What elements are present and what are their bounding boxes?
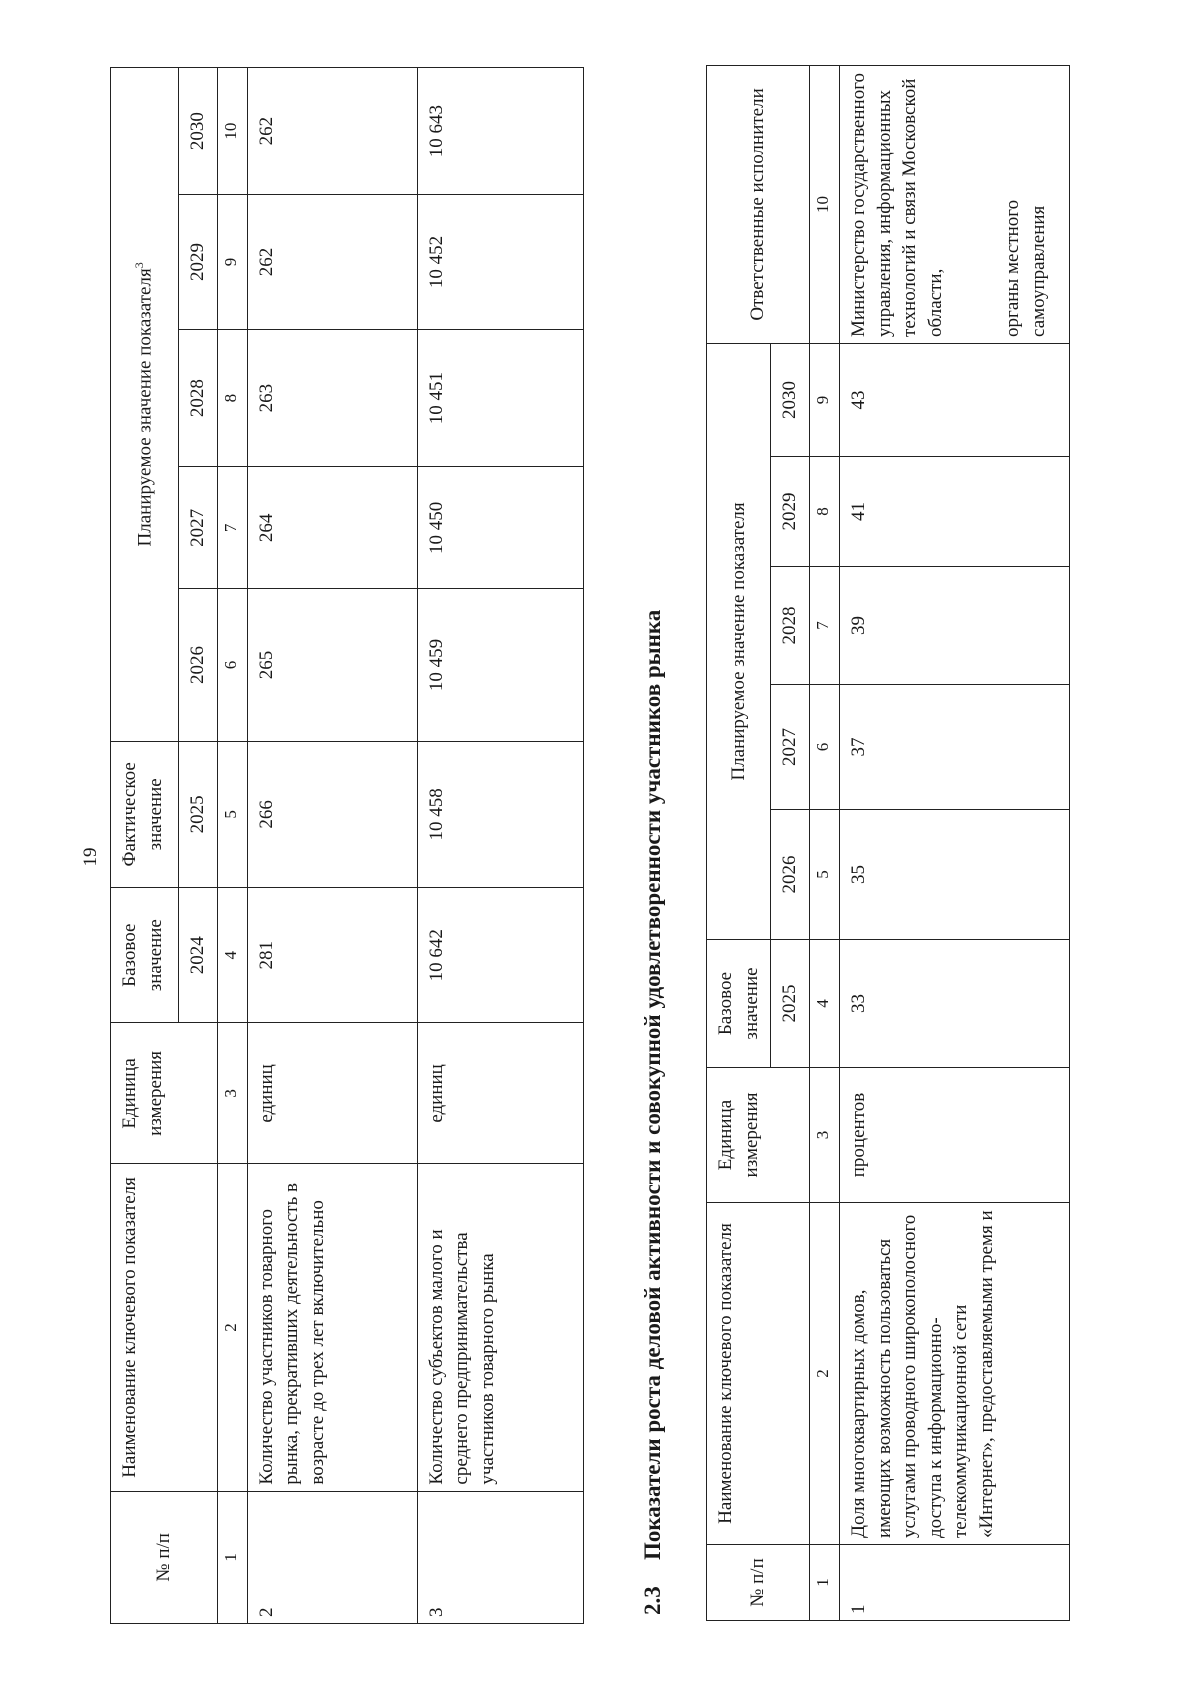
- row-responsible: [839, 65, 1069, 343]
- row-value: 10 458: [417, 741, 583, 887]
- row-unit: единиц: [417, 1023, 583, 1164]
- year-cell: 2030: [771, 343, 810, 456]
- row-name: Доля многоквартирных домов, имеющих возможность пользоваться услугами проводного широкополосного доступа к информационно-телекоммуникационной сети «Интернет», предоставляемыми тремя и: [839, 1203, 1069, 1545]
- row-value: 281: [247, 887, 417, 1023]
- header-name: Наименование ключевого показателя: [707, 1203, 810, 1545]
- column-number: 10: [809, 65, 839, 343]
- header-planned: Планируемое значение показателя$^3$: [111, 68, 179, 742]
- year-cell: 2028: [179, 329, 218, 467]
- section-title: Показатели роста деловой активности и совокупной удовлетворенности участников рынка: [640, 609, 665, 1560]
- row-value: 263: [247, 329, 417, 467]
- header-base: Базовое значение: [707, 940, 771, 1068]
- spacer: [948, 72, 1000, 337]
- year-cell: 2028: [771, 567, 810, 685]
- row-value: 10 451: [417, 329, 583, 467]
- indicators-table-1: [110, 67, 584, 1624]
- row-unit: процентов: [839, 1068, 1069, 1203]
- row-value: 35: [839, 810, 1069, 940]
- year-cell: 2026: [179, 589, 218, 742]
- column-number: 6: [217, 589, 247, 742]
- column-number: 6: [809, 685, 839, 810]
- table1-colnum-row: [217, 68, 247, 1624]
- table-row: [417, 68, 583, 1624]
- row-num: 2: [247, 1491, 417, 1623]
- column-number: 3: [217, 1023, 247, 1164]
- row-value: 10 642: [417, 887, 583, 1023]
- column-number: 7: [809, 567, 839, 685]
- row-value: 10 643: [417, 68, 583, 195]
- column-number: 1: [809, 1545, 839, 1621]
- header-planned: Планируемое значение показателя: [707, 343, 771, 939]
- table1-header-row: [111, 68, 179, 1624]
- year-cell: 2027: [179, 467, 218, 589]
- column-number: 7: [217, 467, 247, 589]
- row-num: 1: [839, 1545, 1069, 1621]
- header-actual: Фактическое значение: [111, 741, 179, 887]
- year-cell: 2029: [771, 457, 810, 567]
- row-value: 265: [247, 589, 417, 742]
- column-number: 8: [217, 329, 247, 467]
- row-name: Количество субъектов малого и среднего предпринимательства участников товарного рынка: [417, 1164, 583, 1491]
- year-cell: 2025: [179, 741, 218, 887]
- column-number: 5: [809, 810, 839, 940]
- row-num: 3: [417, 1491, 583, 1623]
- table-row: [839, 65, 1069, 1620]
- year-cell: 2026: [771, 810, 810, 940]
- row-value: 262: [247, 68, 417, 195]
- year-cell: 2030: [179, 68, 218, 195]
- row-value: 43: [839, 343, 1069, 456]
- column-number: 10: [217, 68, 247, 195]
- row-value: 33: [839, 940, 1069, 1068]
- column-number: 9: [809, 343, 839, 456]
- header-name: Наименование ключевого показателя: [111, 1164, 218, 1491]
- year-cell: 2029: [179, 195, 218, 330]
- section-number: 2.3: [640, 1586, 665, 1615]
- header-num: № п/п: [707, 1545, 810, 1621]
- responsible-local-gov: органы местного самоуправления: [1002, 199, 1050, 337]
- table2-header-row: [707, 65, 771, 1620]
- column-number: 3: [809, 1068, 839, 1203]
- column-number: 2: [217, 1164, 247, 1491]
- table2-colnum-row: [809, 65, 839, 1620]
- indicators-table-2: [706, 65, 1070, 1621]
- year-cell: 2027: [771, 685, 810, 810]
- column-number: 4: [217, 887, 247, 1023]
- row-value: 262: [247, 195, 417, 330]
- column-number: 8: [809, 457, 839, 567]
- page-number: 19: [80, 847, 101, 867]
- row-value: 10 459: [417, 589, 583, 742]
- header-base: Базовое значение: [111, 887, 179, 1023]
- column-number: 5: [217, 741, 247, 887]
- row-value: 10 450: [417, 467, 583, 589]
- row-value: 10 452: [417, 195, 583, 330]
- column-number: 9: [217, 195, 247, 330]
- column-number: 1: [217, 1491, 247, 1623]
- row-value: 39: [839, 567, 1069, 685]
- column-number: 4: [809, 940, 839, 1068]
- row-value: 41: [839, 457, 1069, 567]
- header-unit: Единица измерения: [707, 1068, 810, 1203]
- row-value: 37: [839, 685, 1069, 810]
- row-unit: единиц: [247, 1023, 417, 1164]
- row-value: 266: [247, 741, 417, 887]
- header-num: № п/п: [111, 1491, 218, 1623]
- column-number: 2: [809, 1203, 839, 1545]
- responsible-ministry: Министерство государственного управления, информационных технологий и связи Московской области,: [847, 72, 946, 337]
- year-cell: 2024: [179, 887, 218, 1023]
- header-responsible: Ответственные исполнители: [707, 65, 810, 343]
- section-heading: [640, 610, 666, 1615]
- row-name: Количество участников товарного рынка, прекративших деятельность в возрасте до трех лет включительно: [247, 1164, 417, 1491]
- table-row: [247, 68, 417, 1624]
- year-cell: 2025: [771, 940, 810, 1068]
- header-unit: Единица измерения: [111, 1023, 218, 1164]
- row-value: 264: [247, 467, 417, 589]
